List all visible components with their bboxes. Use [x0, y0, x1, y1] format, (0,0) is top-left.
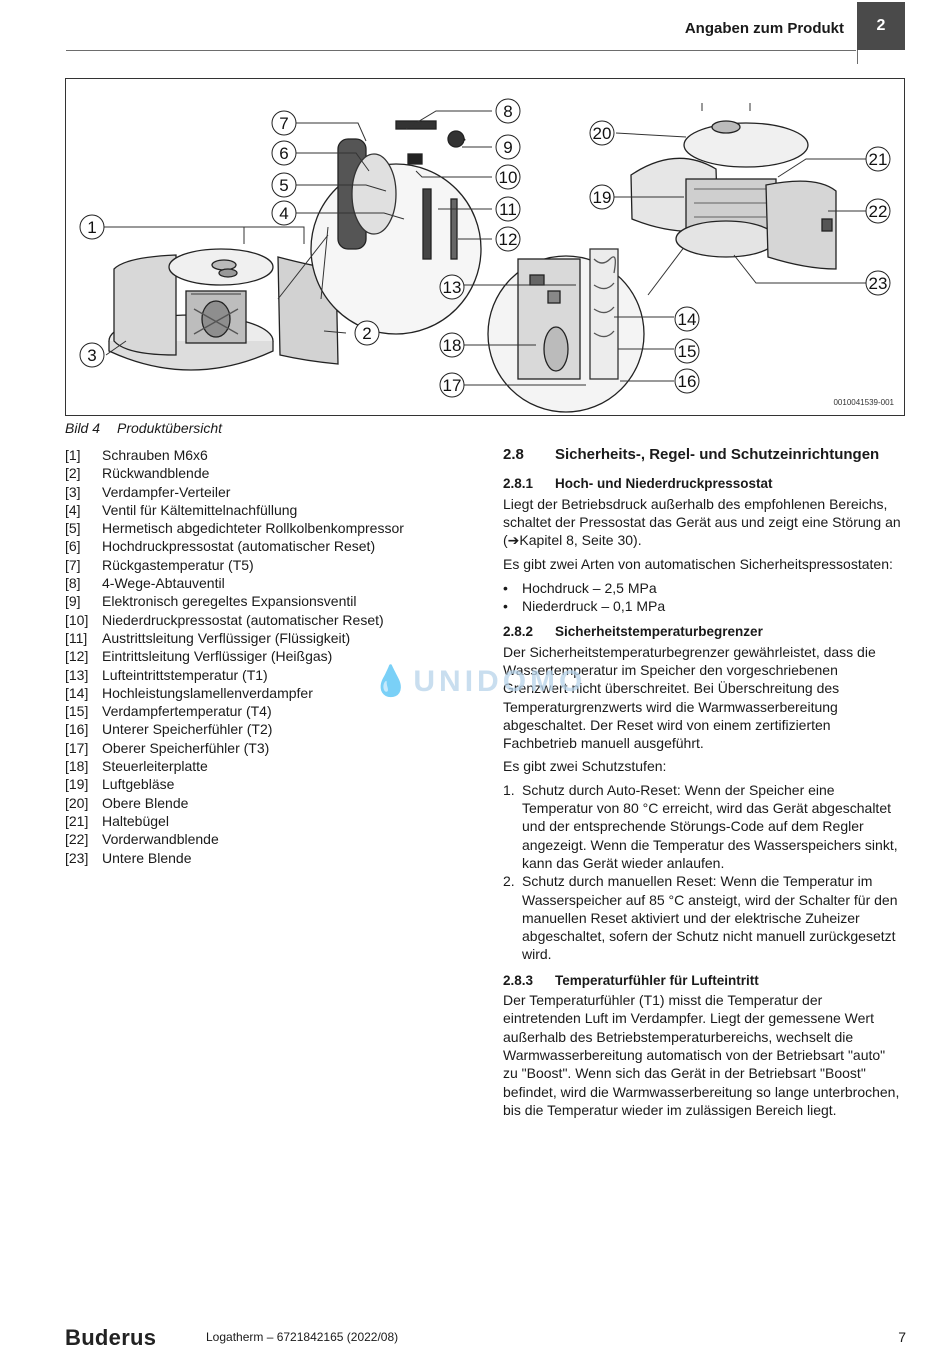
- caption-label: Bild 4: [65, 420, 101, 436]
- svg-text:14: 14: [677, 310, 697, 329]
- list-item-text: Hochdruck – 2,5 MPa: [522, 579, 657, 596]
- callout-13: [440, 275, 464, 299]
- paragraph: Der Temperaturfühler (T1) misst die Temperatur der eintretenden Luft im Verdampfer. Liegt der gemessene Wert außerhalb des Betriebstemperaturbereichs, wechselt die Warmwasserbereitung automatisch von der Betriebsart "auto" zu "Boost". Wenn sich das Gerät in der Betriebsart "Boost" befindet, wird die Warmwasserbereitung so lange unterbrochen, bis die Temperatur wieder im zulässigen Bereich liegt.: [503, 992, 900, 1118]
- svg-text:19: 19: [592, 188, 612, 207]
- legend-text: Steuerleiterplatte: [102, 758, 208, 775]
- legend-number: [2]: [65, 465, 81, 482]
- list-item: [503, 597, 903, 615]
- legend-text: Vorderwandblende: [102, 831, 219, 848]
- legend-item: [65, 574, 485, 592]
- svg-text:7: 7: [279, 114, 289, 133]
- legend-number: [1]: [65, 447, 81, 463]
- legend-number: [6]: [65, 538, 81, 555]
- legend-text: Ventil für Kältemittelnachfüllung: [102, 501, 298, 518]
- paragraph: [503, 495, 903, 551]
- svg-text:6: 6: [279, 144, 289, 163]
- legend-item: [65, 830, 485, 848]
- legend-item: [65, 537, 485, 555]
- legend-number: [4]: [65, 501, 81, 518]
- subsection-number: 2.8.1: [503, 476, 534, 492]
- legend-item: [65, 812, 485, 830]
- legend-number: [12]: [65, 648, 89, 665]
- svg-text:13: 13: [442, 278, 462, 297]
- legend-text: Hochdruckpressostat (automatischer Reset): [102, 538, 376, 555]
- subsection-title: Sicherheitstemperaturbegrenzer: [555, 624, 763, 640]
- subsection-2-8-1-heading: [503, 475, 903, 493]
- svg-text:16: 16: [677, 372, 697, 391]
- callout-4: [272, 201, 296, 225]
- svg-text:17: 17: [442, 376, 462, 395]
- list-number: 1.: [503, 781, 515, 798]
- svg-text:22: 22: [868, 202, 888, 221]
- svg-text:15: 15: [677, 342, 697, 361]
- legend-number: [23]: [65, 849, 89, 866]
- legend-item: [65, 739, 485, 757]
- svg-text:1: 1: [87, 218, 97, 237]
- legend-text: Obere Blende: [102, 794, 189, 811]
- header-rule: [66, 50, 856, 51]
- legend-number: [13]: [65, 666, 89, 683]
- legend-text: Hermetisch abgedichteter Rollkolbenkompressor: [102, 520, 404, 537]
- subsection-number: 2.8.3: [503, 972, 534, 988]
- legend-text: Elektronisch geregeltes Expansionsventil: [102, 593, 357, 610]
- callout-14: [675, 307, 699, 331]
- legend-text: Verdampfer-Verteiler: [102, 483, 231, 500]
- subsection-2-8-2-heading: [503, 623, 903, 641]
- legend-item: [65, 611, 485, 629]
- callout-23: [866, 271, 890, 295]
- legend-text: Rückgastemperatur (T5): [102, 556, 254, 573]
- svg-text:4: 4: [279, 204, 289, 223]
- callout-8: [496, 99, 520, 123]
- caption-title: Produktübersicht: [117, 420, 223, 436]
- legend-item: [65, 720, 485, 738]
- legend-item: [65, 775, 485, 793]
- callout-9: [496, 135, 520, 159]
- legend-number: [22]: [65, 831, 89, 848]
- bullet-marker: •: [503, 579, 508, 596]
- legend-item: [65, 702, 485, 720]
- page-number: 7: [898, 1329, 906, 1345]
- svg-text:11: 11: [499, 200, 517, 219]
- legend-number: [20]: [65, 794, 89, 811]
- callout-17: [440, 373, 464, 397]
- cross-reference-link[interactable]: Kapitel 8, Seite 30).: [519, 532, 642, 549]
- legend-item: [65, 556, 485, 574]
- callout-3: [80, 343, 104, 367]
- list-item: [503, 872, 903, 963]
- legend-number: [10]: [65, 611, 89, 628]
- subsection-title: Hoch- und Niederdruckpressostat: [555, 476, 773, 492]
- subsection-title: Temperaturfühler für Lufteintritt: [555, 972, 759, 988]
- legend-text: Lufteintrittstemperatur (T1): [102, 666, 268, 683]
- header-title: Angaben zum Produkt: [684, 20, 844, 37]
- legend-number: [8]: [65, 575, 81, 592]
- figure-caption: [65, 420, 222, 436]
- list-item: [503, 579, 903, 597]
- bullet-marker: •: [503, 598, 508, 615]
- callout-6: [272, 141, 296, 165]
- legend-item: [65, 501, 485, 519]
- callout-22: [866, 199, 890, 223]
- callout-21: [866, 147, 890, 171]
- legend-number: [17]: [65, 739, 89, 756]
- chapter-badge: 2: [857, 2, 905, 50]
- callout-5: [272, 173, 296, 197]
- legend-item: [65, 647, 485, 665]
- product-overview-figure: [65, 78, 905, 416]
- svg-text:9: 9: [503, 138, 513, 157]
- list-item-text: Schutz durch Auto-Reset: Wenn der Speicher eine Temperatur von 80 °C erreicht, wird das Gerät abgeschaltet und der entsprechende Störungs-Code auf dem Regler angezeigt. Wenn die Temperatur des Wasserspeichers sinkt, kann das Gerät wieder anlaufen.: [522, 781, 898, 871]
- paragraph-text: Liegt der Betriebsdruck außerhalb des empfohlenen Bereichs, schaltet der Pressostat das Gerät aus und zeigt eine Störung an (: [503, 495, 901, 549]
- legend-text: Unterer Speicherfühler (T2): [102, 721, 273, 738]
- legend-text: Hochleistungslamellenverdampfer: [102, 684, 313, 701]
- svg-text:10: 10: [498, 168, 518, 187]
- svg-text:20: 20: [592, 124, 612, 143]
- legend-number: [11]: [65, 629, 88, 646]
- paragraph: Es gibt zwei Schutzstufen:: [503, 758, 667, 775]
- legend-number: [18]: [65, 758, 89, 775]
- legend-text: 4-Wege-Abtauventil: [102, 575, 225, 592]
- legend-item: [65, 794, 485, 812]
- legend-number: [14]: [65, 684, 89, 701]
- legend-number: [7]: [65, 556, 81, 573]
- paragraph: Es gibt zwei Arten von automatischen Sicherheitspressostaten:: [503, 556, 893, 573]
- legend-item: [65, 483, 485, 501]
- legend-number: [15]: [65, 703, 89, 720]
- legend-text: Austrittsleitung Verflüssiger (Flüssigkeit): [102, 629, 351, 646]
- legend-text: Verdampfertemperatur (T4): [102, 703, 272, 720]
- callout-18: [440, 333, 464, 357]
- legend-item: [65, 629, 485, 647]
- list-item: [503, 781, 903, 872]
- callout-12: [496, 227, 520, 251]
- legend-item: [65, 757, 485, 775]
- legend-text: Niederdruckpressostat (automatischer Reset): [102, 611, 384, 628]
- legend-number: [16]: [65, 721, 89, 738]
- svg-text:18: 18: [442, 336, 462, 355]
- section-title: Sicherheits-, Regel- und Schutzeinrichtungen: [555, 446, 880, 463]
- subsection-number: 2.8.2: [503, 624, 534, 640]
- paragraph: Der Sicherheitstemperaturbegrenzer gewährleistet, dass die Wassertemperatur im Speicher den vorgeschriebenen Grenzwert nicht überschreitet. Bei Überschreitung des Temperaturgrenzwerts wird die Warmwasserbereitung abgeschaltet. Der Reset wird von einem zertifizierten Fachbetrieb manuell ausgeführt.: [503, 643, 876, 752]
- callout-16: [675, 369, 699, 393]
- legend-text: Eintrittsleitung Verflüssiger (Heißgas): [102, 648, 333, 665]
- legend-number: [9]: [65, 593, 81, 610]
- chapter-tick: [857, 50, 858, 64]
- callout-15: [675, 339, 699, 363]
- legend-number: [5]: [65, 520, 81, 537]
- legend-text: Oberer Speicherfühler (T3): [102, 739, 270, 756]
- legend-text: Luftgebläse: [102, 776, 175, 793]
- legend-number: [21]: [65, 812, 89, 829]
- water-drop-icon: 💧: [372, 665, 414, 698]
- svg-text:3: 3: [87, 346, 97, 365]
- section-2-8: [503, 446, 903, 1124]
- svg-text:21: 21: [868, 150, 888, 169]
- legend-text: Untere Blende: [102, 849, 192, 866]
- brand-logo: Buderus: [65, 1325, 157, 1350]
- svg-text:5: 5: [279, 176, 289, 195]
- watermark-text: UNIDOMO: [413, 665, 587, 698]
- legend-item: [65, 519, 485, 537]
- exploded-view-drawing: [66, 79, 904, 415]
- svg-text:12: 12: [498, 230, 518, 249]
- figure-code: 0010041539-001: [833, 398, 894, 407]
- list-item-text: Niederdruck – 0,1 MPa: [522, 598, 666, 615]
- list-number: 2.: [503, 873, 515, 890]
- document-reference: Logatherm – 6721842165 (2022/08): [206, 1330, 399, 1344]
- legend-item: [65, 464, 485, 482]
- legend-item: [65, 446, 485, 464]
- subsection-2-8-3-heading: [503, 972, 903, 990]
- svg-text:8: 8: [503, 102, 513, 121]
- callout-19: [590, 185, 614, 209]
- watermark: [372, 664, 586, 699]
- callout-7: [272, 111, 296, 135]
- svg-text:2: 2: [362, 324, 372, 343]
- callout-2: [355, 321, 379, 345]
- section-heading: [503, 446, 903, 464]
- callout-10: [496, 165, 520, 189]
- legend-text: Rückwandblende: [102, 465, 210, 482]
- legend-text: Haltebügel: [102, 812, 169, 829]
- section-number: 2.8: [503, 446, 524, 463]
- svg-text:23: 23: [868, 274, 888, 293]
- legend-text: Schrauben M6x6: [102, 447, 208, 463]
- callout-1: [80, 215, 104, 239]
- list-item-text: Schutz durch manuellen Reset: Wenn die Temperatur im Wasserspeicher auf 85 °C ansteigt, wird der Schalter für den manuellen Reset aktiviert und der elektrische Zuheizer abgeschaltet, sofern der Schutz nicht manuell zurückgesetzt wird.: [522, 873, 898, 963]
- legend-item: [65, 592, 485, 610]
- legend-number: [3]: [65, 483, 81, 500]
- cross-reference-arrow-icon: ➔: [507, 533, 520, 550]
- callout-11: [496, 197, 520, 221]
- callout-20: [590, 121, 614, 145]
- legend-number: [19]: [65, 776, 89, 793]
- legend-item: [65, 849, 485, 867]
- figure-legend: [65, 446, 485, 867]
